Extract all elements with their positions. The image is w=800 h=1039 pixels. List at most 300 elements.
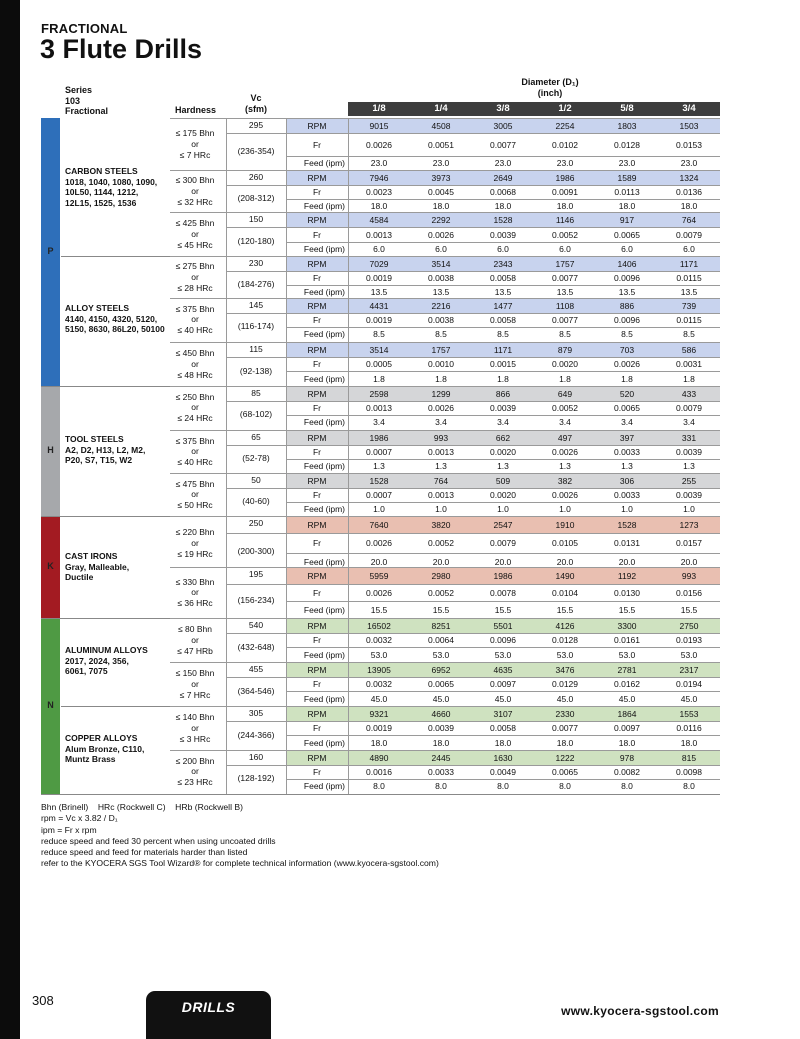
fr-value: 0.0096 — [490, 635, 516, 645]
rpm-value: 1273 — [679, 519, 699, 530]
hardness-cell — [170, 128, 220, 160]
material-name: ALLOY STEELS — [65, 303, 130, 313]
rpm-value: 9015 — [369, 120, 389, 131]
rpm-row — [286, 706, 720, 721]
fr-value: 0.0077 — [552, 723, 578, 733]
feed-value: 6.0 — [435, 244, 447, 254]
feed-value: 1.8 — [435, 373, 447, 384]
note-line: reduce speed and feed for materials harder than listed — [41, 847, 248, 858]
rpm-value: 1477 — [493, 300, 513, 311]
fr-label: Fr — [312, 538, 322, 548]
vc-value: 50 — [251, 475, 261, 485]
feed-value: 1.3 — [559, 461, 571, 471]
rpm-value: 1553 — [679, 708, 699, 719]
fr-value: 0.0019 — [366, 315, 392, 325]
vc-range: (432-648) — [237, 641, 275, 652]
rpm-value: 2750 — [679, 620, 699, 631]
hardness-line: ≤ 23 HRc — [177, 777, 213, 788]
vc-range: (236-354) — [237, 145, 275, 156]
rpm-value: 917 — [619, 214, 635, 225]
hardness-line: ≤ 40 HRc — [177, 325, 213, 336]
rpm-row — [286, 430, 720, 445]
fr-row — [286, 533, 720, 553]
fr-value: 0.0157 — [676, 538, 702, 548]
material-name: ALUMINUM ALLOYS — [65, 645, 148, 655]
material-name-block — [65, 645, 148, 677]
rpm-value: 1864 — [617, 708, 637, 719]
rpm-value: 497 — [557, 432, 573, 443]
material-name: CARBON STEELS — [65, 166, 138, 176]
material-name-block — [65, 733, 144, 765]
vc-value: 195 — [248, 569, 264, 579]
feed-value: 1.0 — [497, 504, 509, 514]
vc-header — [238, 93, 274, 114]
fr-value: 0.0161 — [614, 635, 640, 645]
hardness-line: or — [191, 314, 199, 325]
fr-value: 0.0032 — [366, 679, 392, 689]
vc-value: 230 — [248, 258, 264, 268]
subgroup-divider — [170, 298, 226, 299]
rpm-value: 1108 — [555, 300, 575, 311]
material-band-label: N — [47, 700, 54, 710]
feed-value: 1.3 — [497, 461, 509, 471]
rpm-value: 2343 — [493, 258, 513, 269]
rpm-value: 306 — [619, 475, 635, 486]
feed-value: 1.3 — [683, 461, 695, 471]
feed-value: 13.5 — [618, 286, 636, 297]
fr-value: 0.0026 — [428, 229, 454, 240]
fr-value: 0.0007 — [366, 490, 392, 500]
hardness-line: ≤ 425 Bhn — [175, 218, 215, 228]
group-divider — [226, 118, 720, 119]
feed-value: 1.0 — [559, 504, 571, 514]
rpm-label: RPM — [307, 620, 327, 631]
rpm-label: RPM — [307, 664, 327, 675]
feed-label: Feed (ipm) — [303, 373, 345, 384]
feed-value: 6.0 — [373, 244, 385, 254]
series-header-line: Series — [65, 85, 93, 95]
fr-value: 0.0039 — [490, 403, 516, 413]
row-divider — [286, 765, 720, 766]
fr-row — [286, 445, 720, 459]
rpm-value: 1299 — [431, 388, 451, 399]
rpm-label: RPM — [307, 172, 327, 183]
vc-divider — [226, 765, 286, 766]
fr-value: 0.0097 — [614, 723, 640, 733]
hardness-line: or — [191, 185, 199, 196]
rpm-row — [286, 750, 720, 765]
vc-value: 540 — [248, 620, 264, 630]
fr-value: 0.0058 — [490, 273, 516, 283]
feed-row — [286, 779, 720, 793]
feed-value: 53.0 — [618, 649, 636, 660]
feed-row — [286, 415, 720, 429]
group-divider — [226, 516, 720, 517]
hardness-line: ≤ 3 HRc — [179, 733, 211, 744]
group-divider — [226, 662, 720, 663]
feed-value: 1.0 — [683, 504, 695, 514]
group-divider — [226, 618, 720, 619]
fr-value: 0.0104 — [552, 587, 578, 598]
vc-header-line: Vc — [250, 93, 262, 103]
feed-value: 1.0 — [373, 504, 385, 514]
row-divider — [286, 415, 720, 416]
vc-range: (184-276) — [237, 278, 275, 289]
material-grades: Gray, Malleable, — [65, 561, 130, 572]
feed-value: 8.0 — [621, 781, 633, 791]
material-band-label: H — [47, 445, 54, 455]
feed-value: 6.0 — [621, 244, 633, 254]
feed-value: 3.4 — [559, 417, 571, 427]
rpm-row — [286, 298, 720, 313]
row-divider — [286, 691, 720, 692]
feed-value: 15.5 — [556, 604, 574, 615]
feed-value: 8.5 — [373, 329, 385, 339]
fr-value: 0.0013 — [428, 447, 454, 457]
note-line: ipm = Fr x rpm — [41, 824, 97, 835]
feed-value: 45.0 — [432, 693, 450, 704]
rpm-value: 1192 — [617, 570, 637, 581]
row-divider — [286, 156, 720, 157]
fr-value: 0.0065 — [614, 403, 640, 413]
fr-value: 0.0116 — [676, 723, 702, 733]
rpm-value: 1171 — [493, 344, 513, 355]
rpm-label: RPM — [307, 214, 327, 225]
feed-value: 23.0 — [370, 158, 388, 168]
group-divider — [226, 256, 720, 257]
rpm-value: 4431 — [369, 300, 389, 311]
group-divider — [226, 298, 720, 299]
feed-value: 3.4 — [683, 417, 695, 427]
fr-value: 0.0049 — [490, 767, 516, 777]
rpm-value: 1171 — [679, 258, 699, 269]
vc-range: (120-180) — [237, 235, 275, 246]
feed-value: 8.0 — [559, 781, 571, 791]
subgroup-divider — [170, 706, 226, 707]
fr-row — [286, 227, 720, 242]
fr-value: 0.0065 — [614, 229, 640, 240]
hardness-cell — [170, 261, 220, 293]
hardness-line: ≤ 375 Bhn — [175, 435, 215, 446]
feed-value: 23.0 — [680, 158, 698, 168]
rpm-value: 1146 — [555, 214, 575, 225]
hardness-line: ≤ 450 Bhn — [175, 348, 215, 358]
fr-value: 0.0038 — [428, 273, 454, 283]
fr-row — [286, 271, 720, 285]
feed-value: 8.0 — [373, 781, 385, 791]
vc-range: (116-174) — [237, 321, 275, 331]
hardness-line: ≤ 140 Bhn — [175, 712, 215, 722]
rpm-value: 739 — [681, 300, 697, 311]
fr-value: 0.0064 — [428, 635, 454, 645]
feed-label: Feed (ipm) — [303, 504, 345, 514]
feed-value: 1.3 — [621, 461, 633, 471]
rpm-value: 4584 — [369, 214, 389, 225]
rpm-value: 509 — [495, 475, 511, 486]
material-name-block — [65, 166, 157, 208]
rpm-value: 4508 — [431, 120, 451, 131]
hardness-cell — [170, 175, 220, 207]
subgroup-divider — [170, 342, 226, 343]
fr-value: 0.0033 — [428, 767, 454, 777]
feed-value: 45.0 — [556, 693, 574, 704]
fr-label: Fr — [312, 403, 322, 413]
fr-value: 0.0102 — [552, 139, 578, 150]
hardness-line: ≤ 275 Bhn — [175, 261, 215, 271]
fr-value: 0.0131 — [614, 538, 640, 548]
left-edge-bar — [0, 0, 20, 1039]
material-name-block — [65, 434, 145, 466]
feed-label: Feed (ipm) — [303, 286, 345, 297]
feed-label: Feed (ipm) — [303, 417, 345, 427]
fr-value: 0.0193 — [676, 635, 702, 645]
feed-value: 18.0 — [618, 737, 636, 748]
column-line — [286, 118, 287, 794]
diameter-label: 3/8 — [496, 103, 510, 114]
fr-value: 0.0026 — [614, 359, 640, 369]
rpm-label: RPM — [307, 432, 327, 443]
hardness-line: or — [191, 489, 199, 500]
feed-value: 1.8 — [621, 373, 633, 384]
fr-label: Fr — [312, 187, 322, 197]
hardness-cell — [170, 436, 220, 468]
subgroup-divider — [170, 516, 226, 517]
fr-label: Fr — [312, 723, 322, 733]
row-divider — [286, 502, 720, 503]
column-line — [348, 118, 349, 794]
material-name: COPPER ALLOYS — [65, 733, 138, 743]
feed-value: 8.5 — [683, 329, 695, 339]
hardness-line: ≤ 300 Bhn — [175, 175, 215, 185]
hardness-line: or — [191, 634, 199, 645]
rpm-value: 764 — [681, 214, 697, 225]
vc-divider — [226, 488, 286, 489]
group-divider — [226, 430, 720, 431]
hardness-line: ≤ 7 HRc — [179, 689, 211, 700]
fr-value: 0.0007 — [366, 447, 392, 457]
row-divider — [286, 735, 720, 736]
note-line: Bhn (Brinell) HRc (Rockwell C) HRb (Rockwell B) — [41, 802, 243, 812]
feed-value: 6.0 — [497, 244, 509, 254]
rpm-value: 815 — [681, 752, 697, 763]
fr-value: 0.0026 — [366, 139, 392, 150]
fr-value: 0.0039 — [676, 447, 702, 457]
notes — [41, 802, 439, 870]
rpm-value: 9321 — [369, 708, 389, 719]
fr-value: 0.0128 — [614, 139, 640, 150]
rpm-label: RPM — [307, 388, 327, 399]
hardness-line: or — [191, 766, 199, 777]
fr-row — [286, 633, 720, 647]
fr-row — [286, 677, 720, 691]
hardness-line: ≤ 32 HRc — [177, 196, 213, 207]
feed-value: 45.0 — [370, 693, 388, 704]
feed-value: 18.0 — [618, 200, 636, 211]
vc-value: 295 — [248, 120, 264, 130]
hardness-line: ≤ 50 HRc — [177, 500, 213, 511]
feed-value: 20.0 — [370, 556, 388, 567]
hardness-header: Hardness — [175, 105, 217, 115]
feed-value: 6.0 — [559, 244, 571, 254]
fr-value: 0.0058 — [490, 723, 516, 733]
fr-value: 0.0015 — [490, 359, 516, 369]
feed-value: 15.5 — [494, 604, 512, 615]
fr-value: 0.0032 — [366, 635, 392, 645]
fr-value: 0.0039 — [490, 229, 516, 240]
rpm-value: 886 — [619, 300, 635, 311]
vc-divider — [226, 313, 286, 314]
feed-row — [286, 647, 720, 662]
feed-label: Feed (ipm) — [303, 556, 345, 567]
fr-value: 0.0068 — [490, 187, 516, 197]
fr-label: Fr — [312, 767, 322, 777]
rpm-value: 13905 — [367, 664, 391, 675]
rpm-value: 1490 — [555, 570, 575, 581]
vc-range: (156-234) — [237, 595, 275, 605]
feed-value: 1.3 — [435, 461, 447, 471]
subgroup-divider — [170, 750, 226, 751]
subgroup-divider — [170, 618, 226, 619]
row-divider — [286, 677, 720, 678]
subgroup-divider — [170, 212, 226, 213]
fr-value: 0.0136 — [676, 187, 702, 197]
rpm-value: 331 — [681, 432, 697, 443]
fr-label: Fr — [312, 315, 322, 325]
rpm-value: 3300 — [617, 620, 637, 631]
feed-label: Feed (ipm) — [303, 244, 345, 254]
hardness-line: or — [191, 228, 199, 239]
rpm-value: 2292 — [431, 214, 451, 225]
group-divider — [226, 706, 720, 707]
fr-value: 0.0128 — [552, 635, 578, 645]
rpm-value: 7029 — [369, 258, 389, 269]
vc-range: (244-366) — [237, 729, 275, 740]
hardness-cell — [170, 348, 220, 380]
hardness-cell — [170, 304, 220, 336]
hardness-cell — [170, 527, 220, 559]
rpm-value: 1528 — [369, 475, 389, 486]
group-divider — [226, 386, 720, 387]
material-grades: 1018, 1040, 1080, 1090, — [65, 176, 158, 187]
feed-row — [286, 502, 720, 516]
rpm-value: 520 — [619, 388, 635, 399]
fr-value: 0.0082 — [614, 767, 640, 777]
feed-value: 15.5 — [432, 604, 450, 615]
row-divider — [286, 459, 720, 460]
vc-value: 145 — [248, 300, 264, 310]
feed-value: 53.0 — [494, 649, 512, 660]
vc-range: (68-102) — [239, 409, 273, 419]
hardness-line: or — [191, 358, 199, 369]
hardness-cell — [170, 218, 220, 250]
fr-value: 0.0156 — [676, 587, 702, 598]
fr-value: 0.0153 — [676, 139, 702, 150]
rpm-value: 3107 — [493, 708, 513, 719]
feed-value: 13.5 — [370, 286, 388, 297]
fr-row — [286, 357, 720, 371]
fr-row — [286, 765, 720, 779]
material-name-block — [65, 303, 165, 335]
row-divider — [286, 647, 720, 648]
vc-header-line: (sfm) — [245, 103, 267, 114]
feed-label: Feed (ipm) — [303, 200, 345, 211]
feed-value: 8.5 — [435, 329, 447, 339]
material-name: CAST IRONS — [65, 551, 118, 561]
vc-divider — [226, 721, 286, 722]
feed-value: 45.0 — [494, 693, 512, 704]
subgroup-divider — [170, 567, 226, 568]
fr-label: Fr — [312, 679, 322, 689]
feed-value: 3.4 — [497, 417, 509, 427]
hardness-line: ≤ 45 HRc — [177, 239, 213, 250]
fr-value: 0.0078 — [490, 587, 516, 598]
hardness-line: ≤ 150 Bhn — [175, 668, 215, 678]
fr-value: 0.0115 — [676, 315, 702, 325]
row-divider — [286, 584, 720, 585]
vc-divider — [226, 357, 286, 358]
rpm-value: 3476 — [555, 664, 575, 675]
fr-label: Fr — [312, 635, 322, 645]
rpm-value: 3514 — [369, 344, 389, 355]
rpm-value: 1589 — [617, 172, 637, 183]
hardness-cell — [170, 756, 220, 788]
hardness-cell — [170, 479, 220, 511]
rpm-value: 1406 — [617, 258, 637, 269]
vc-range: (128-192) — [237, 773, 275, 783]
fr-value: 0.0026 — [552, 447, 578, 457]
feed-label: Feed (ipm) — [303, 461, 345, 471]
subgroup-divider — [170, 430, 226, 431]
fr-value: 0.0023 — [366, 187, 392, 197]
rpm-value: 16502 — [367, 620, 391, 631]
group-divider — [226, 212, 720, 213]
fr-value: 0.0052 — [552, 403, 578, 413]
fr-row — [286, 721, 720, 735]
group-divider — [226, 473, 720, 474]
fr-value: 0.0096 — [614, 315, 640, 325]
fr-row — [286, 133, 720, 156]
rpm-value: 3514 — [431, 258, 451, 269]
hardness-line: ≤ 80 Bhn — [178, 624, 212, 634]
rpm-value: 662 — [495, 432, 511, 443]
rpm-value: 1324 — [679, 172, 699, 183]
feed-value: 1.8 — [683, 373, 695, 384]
material-band-label: P — [47, 246, 54, 256]
page-supertitle: FRACTIONAL — [41, 21, 128, 36]
feed-value: 18.0 — [556, 200, 574, 211]
diameter-label: 1/2 — [558, 103, 572, 114]
hardness-cell — [170, 392, 220, 424]
vc-value: 250 — [248, 518, 264, 528]
fr-value: 0.0096 — [614, 273, 640, 283]
material-name: TOOL STEELS — [65, 434, 124, 444]
rpm-label: RPM — [307, 570, 327, 581]
feed-value: 18.0 — [680, 200, 698, 211]
fr-label: Fr — [312, 447, 322, 457]
hardness-line: ≤ 47 HRb — [177, 645, 213, 656]
fr-value: 0.0079 — [676, 403, 702, 413]
group-divider — [226, 750, 720, 751]
rpm-value: 1630 — [493, 752, 513, 763]
feed-value: 8.0 — [435, 781, 447, 791]
material-band-label: K — [47, 561, 54, 571]
feed-value: 15.5 — [680, 604, 698, 615]
vc-divider — [226, 533, 286, 534]
rpm-label: RPM — [307, 475, 327, 486]
vc-divider — [226, 185, 286, 186]
fr-value: 0.0045 — [428, 187, 454, 197]
fr-value: 0.0058 — [490, 315, 516, 325]
